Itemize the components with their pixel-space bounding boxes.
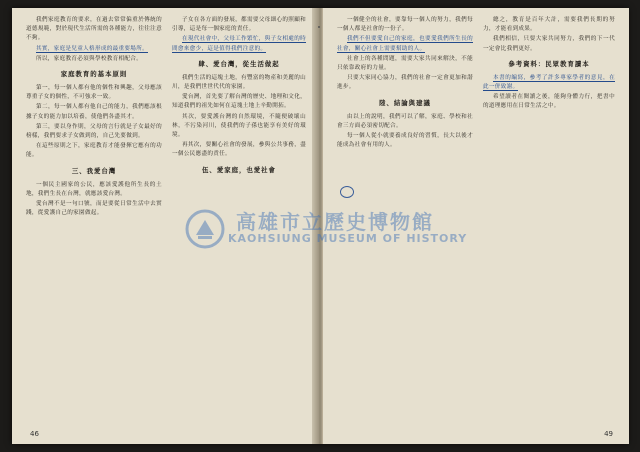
left-page-column-1 (26, 16, 162, 420)
paragraph: 希望讀者在閱讀之後，能夠身體力行，把書中的道理應用在日常生活之中。 (483, 94, 615, 110)
book-spread (12, 8, 628, 444)
right-page (322, 8, 629, 444)
underlined-text: 其實，家庭是兒童人格形成的最重要場所。 (36, 45, 148, 52)
page-number: 49 (604, 430, 613, 438)
section-heading: 參考資料：民眾教育讀本 (508, 59, 590, 68)
paragraph (26, 45, 162, 54)
paragraph: 我們相信，只要大家共同努力，我們的下一代一定會比我們更好。 (483, 36, 615, 52)
underlined-text: 本書的編寫，參考了許多專家學者的意見，在此一併致謝。 (483, 74, 615, 91)
paragraph: 第三，要以身作則，父母的言行就是子女最好的榜樣，我們要求子女做到的，自己先要做到。 (26, 123, 162, 140)
paragraph: 只要大家同心協力，我們的社會一定會更加和諧進步。 (337, 75, 473, 91)
paragraph: 我們生活的這塊土地，有豐富的物產和美麗的山川，是我們世世代代的家園。 (172, 74, 306, 91)
paragraph: 每一個人從小就要養成良好的習慣，長大以後才能成為社會有用的人。 (337, 133, 473, 149)
paragraph: 所以，家庭教育必須與學校教育相配合。 (36, 55, 143, 62)
paragraph: 我們家庭教育的要求，在過去常常偏重於傳統的道德規範，對於現代生活所需的各種能力，往往注意不夠。 (26, 17, 162, 42)
page-dot (318, 26, 320, 28)
underlined-text: 在現代社會中，父母工作繁忙，與子女相處的時間愈來愈少，這是值得我們注意的。 (172, 36, 306, 52)
paragraph: 其次，要愛護台灣的自然環境，不隨便破壞山林，不污染河川，使我們的子孫也能享有美好的環境。 (172, 113, 306, 139)
pen-circle-annotation (340, 186, 354, 198)
paragraph: 愛台灣，首先要了解台灣的歷史、地理和文化，知道我們的祖先如何在這塊土地上辛勤開拓。 (172, 94, 306, 110)
paragraph (483, 74, 615, 92)
paragraph: 社會上的各種問題，需要大家共同來解決，不能只依靠政府的力量。 (337, 55, 473, 72)
section-heading: 三、我愛台灣 (71, 166, 117, 175)
right-page-column-2 (483, 16, 615, 420)
left-page (12, 8, 319, 444)
watermark-chinese: 高雄市立歷史博物館 (236, 210, 434, 234)
section-heading: 陸、結論與建議 (379, 98, 431, 107)
watermark-english: KAOHSIUNG MUSEUM OF HISTORY (228, 232, 468, 245)
paragraph: 第一，每一個人都有他的個性和興趣，父母應該尊重子女的個性，不可強求一致。 (26, 85, 162, 101)
paragraph (172, 35, 306, 53)
section-heading: 伍、愛家庭，也愛社會 (202, 165, 276, 174)
paragraph: 第二，每一個人都有他自己的能力，我們應該根據子女的能力加以培養，使他們各盡其才。 (26, 104, 162, 120)
section-heading: 肆、愛台灣，從生活做起 (198, 59, 280, 68)
paragraph: 一個民主國家的公民，應該愛護他所生長的土地，我們生長在台灣，就應該愛台灣。 (26, 181, 162, 197)
paragraph: 由以上的說明，我們可以了解，家庭、學校和社會三方面必須密切配合。 (337, 113, 473, 129)
paragraph: 子女在各方面的發展，都需要父母細心的照顧和引導，這是每一個家庭的責任。 (172, 17, 306, 33)
page-number: 46 (30, 430, 39, 438)
paragraph: 總之，教育是百年大計，需要我們長期的努力，才能看到成果。 (483, 17, 615, 33)
underlined-text: 我們不但要愛自己的家庭，也要愛我們所生長的社會，關心社會上需要幫助的人。 (337, 36, 473, 52)
paragraph: 再其次，要關心社會的發展，參與公共事務，盡一個公民應盡的責任。 (172, 142, 306, 158)
right-page-column-1 (337, 16, 473, 420)
section-heading: 家庭教育的基本原則 (60, 70, 128, 79)
paragraph: 愛台灣不是一句口號，而是要從日常生活中去實踐，從愛護自己的家園做起。 (26, 201, 162, 217)
paragraph (337, 35, 473, 53)
left-page-column-2 (172, 16, 306, 420)
paragraph: 在這些原則之下，家庭教育才能發揮它應有的功能。 (26, 143, 162, 159)
paragraph: 一個健全的社會，要靠每一個人的努力，我們每一個人都是社會的一份子。 (337, 17, 473, 33)
